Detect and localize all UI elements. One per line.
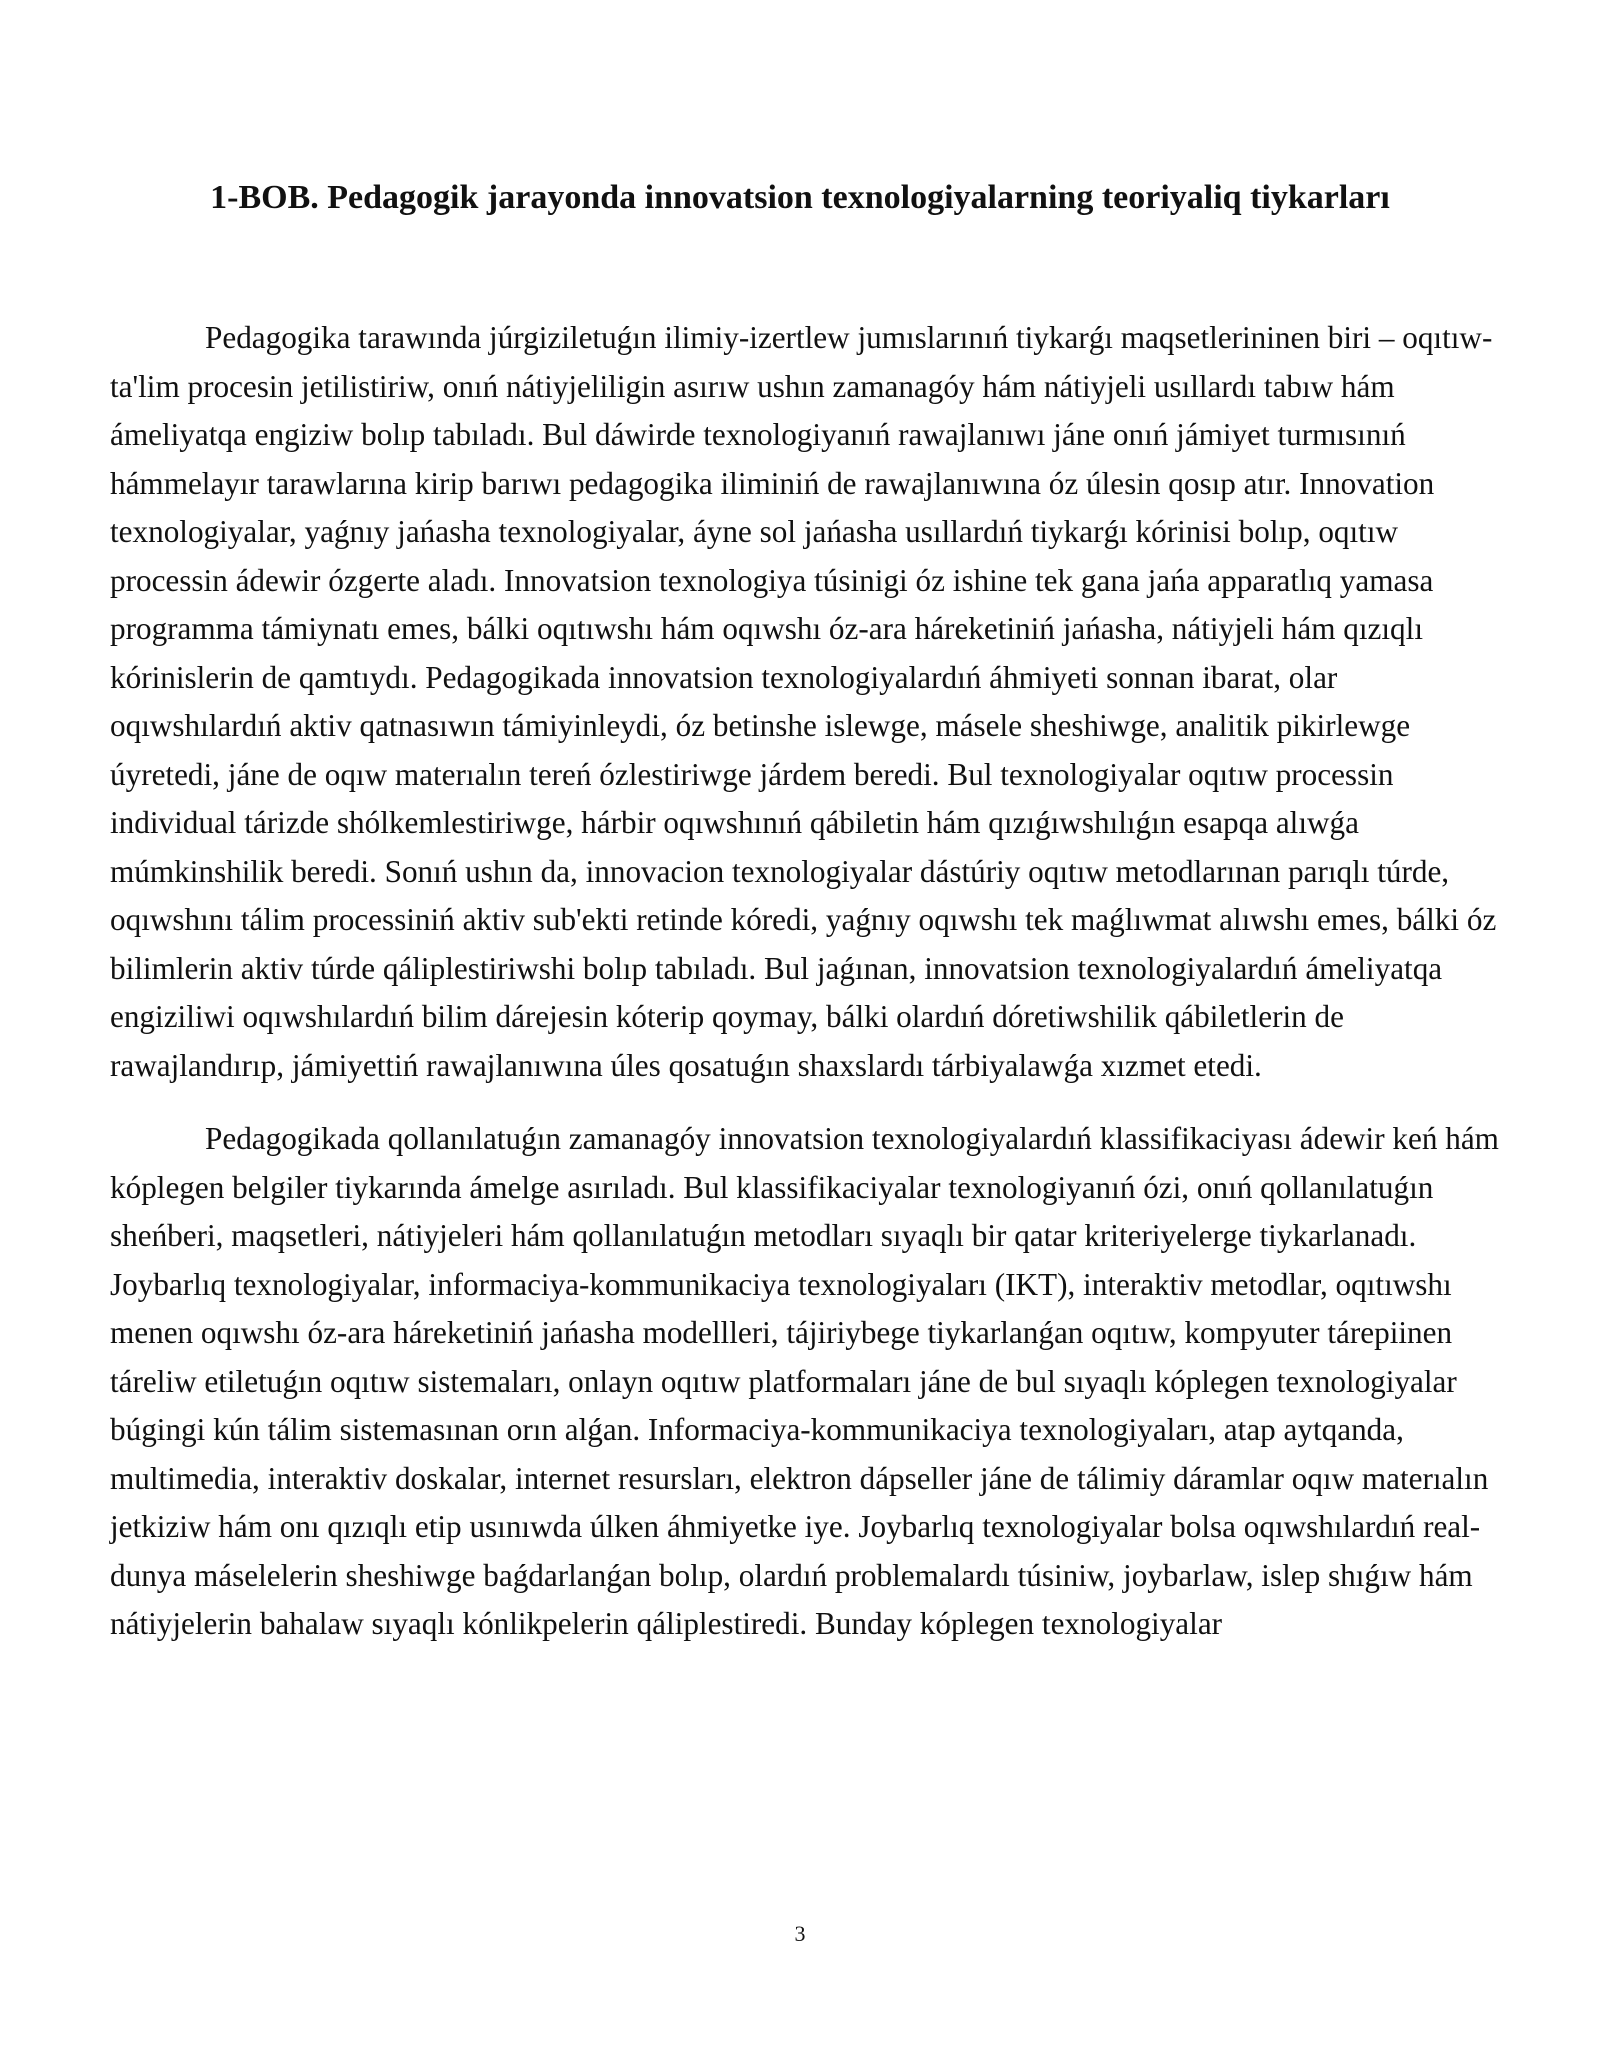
chapter-heading: 1-BOB. Pedagogik jarayonda innovatsion texnologiyalarning teoriyaliq tiykarları bbox=[210, 179, 1390, 216]
paragraph-2: Pedagogikada qollanılatuǵın zamanagóy innovatsion texnologiyalardıń klassifikaciyası ádewir keń hám kóplegen belgiler tiykarında ámelge asırıladı. Bul klassifikaciyalar texnologiyanıń ózi, onıń qollanılatuǵın sheńberi, maqsetleri, nátiyjeleri hám qollanılatuǵın metodları sıyaqlı bir qatar kriteriyelerge tiykarlanadı. Joybarlıq texnologiyalar, informaciya-kommunikaciya texnologiyaları (IKT), interaktiv metodlar, oqıtıwshı menen oqıwshı óz-ara háreketiniń jańasha modellleri, tájiriybege tiykarlanǵan oqıtıw, kompyuter tárepiinen táreliw etiletuǵın oqıtıw sistemaları, onlayn oqıtıw platformaları jáne de bul sıyaqlı kóplegen texnologiyalar búgingi kún tálim sistemasınan orın alǵan. Informaciya-kommunikaciya texnologiyaları, atap aytqanda, multimedia, interaktiv doskalar, internet resursları, elektron dápseller jáne de tálimiy dáramlar oqıw materıalın jetkiziw hám onı qızıqlı etip usınıwda úlken áhmiyetke iye. Joybarlıq texnologiyalar bolsa oqıwshılardıń real-dunya máselelerin sheshiwge baǵdarlanǵan bolıp, olardıń problemalardı túsiniw, joybarlaw, islep shıǵıw hám nátiyjelerin bahalaw sıyaqlı kónlikpelerin qáliplestiredi. Bunday kóplegen texnologiyalar bbox=[110, 1121, 1499, 1641]
body-text bbox=[110, 314, 1505, 1649]
page-number: 3 bbox=[794, 1921, 806, 1946]
paragraph-1: Pedagogika tarawında júrgiziletuǵın ilimiy-izertlew jumıslarınıń tiykarǵı maqsetlerininen biri – oqıtıw-ta'lim procesin jetilistiriw, onıń nátiyjeliligin asırıw ushın zamanagóy hám nátiyjeli usıllardı tabıw hám ámeliyatqa engiziw bolıp tabıladı. Bul dáwirde texnologiyanıń rawajlanıwı jáne onıń jámiyet turmısınıń hámmelayır tarawlarına kirip barıwı pedagogika iliminiń de rawajlanıwına óz úlesin qosıp atır. Innovation texnologiyalar, yaǵnıy jańasha texnologiyalar, áyne sol jańasha usıllardıń tiykarǵı kórinisi bolıp, oqıtıw processin ádewir ózgerte aladı. Innovatsion texnologiya túsinigi óz ishine tek gana jańa apparatlıq yamasa programma támiynatı emes, bálki oqıtıwshı hám oqıwshı óz-ara háreketiniń jańasha, nátiyjeli hám qızıqlı kórinislerin de qamtıydı. Pedagogikada innovatsion texnologiyalardıń áhmiyeti sonnan ibarat, olar oqıwshılardıń aktiv qatnasıwın támiyinleydi, óz betinshe islewge, másele sheshiwge, analitik pikirlewge úyretedi, jáne de oqıw materıalın tereń ózlestiriwge járdem beredi. Bul texnologiyalar oqıtıw processin individual tárizde shólkemlestiriwge, hárbir oqıwshınıń qábiletin hám qızıǵıwshılıǵın esapqa alıwǵa múmkinshilik beredi. Sonıń ushın da, innovacion texnologiyalar dástúriy oqıtıw metodlarınan parıqlı túrde, oqıwshını tálim processiniń aktiv sub'ekti retinde kóredi, yaǵnıy oqıwshı tek maǵlıwmat alıwshı emes, bálki óz bilimlerin aktiv túrde qáliplestiriwshi bolıp tabıladı. Bul jaǵınan, innovatsion texnologiyalardıń ámeliyatqa engiziliwi oqıwshılardıń bilim dárejesin kóterip qoymay, bálki olardıń dóretiwshilik qábiletlerin de rawajlandırıp, jámiyettiń rawajlanıwına úles qosatuǵın shaxslardı tárbiyalawǵa xızmet etedi. bbox=[110, 320, 1497, 1083]
